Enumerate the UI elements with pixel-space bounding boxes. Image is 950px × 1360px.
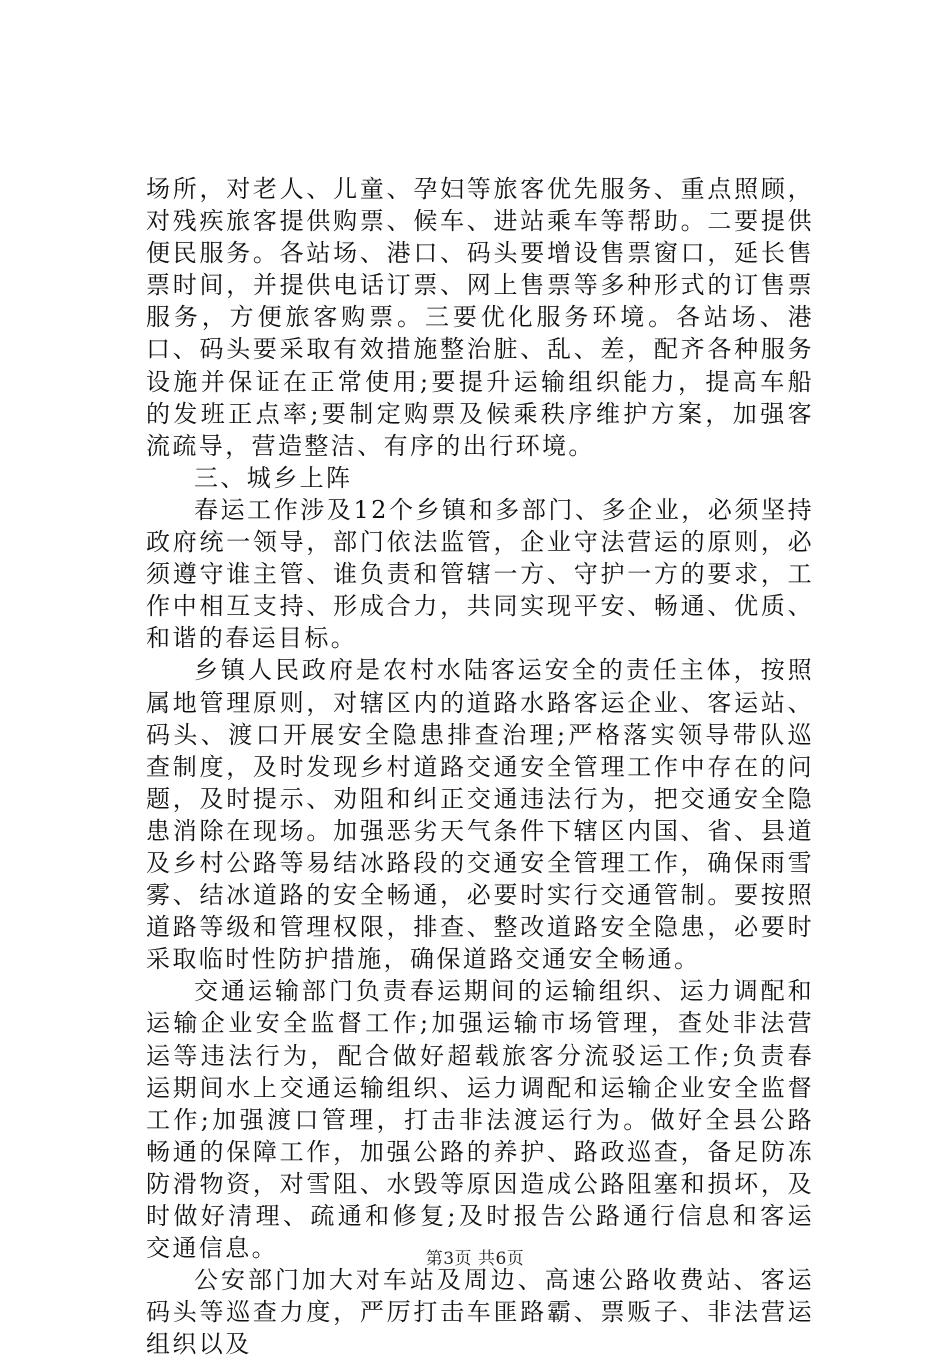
paragraph-public-security: 公安部门加大对车站及周边、高速公路收费站、客运码头等巡查力度，严厉打击车匪路霸、票贩子、非法营运组织以及: [146, 1266, 814, 1359]
paragraph-spring-transport-overview: 春运工作涉及12个乡镇和多部门、多企业，必须坚持政府统一领导，部门依法监管，企业守法营运的原则，必须遵守谁主管、谁负责和管辖一方、守护一方的要求，工作中相互支持、形成合力，共同实现平安、畅通、优质、和谐的春运目标。: [146, 495, 814, 653]
document-body: [146, 173, 814, 1360]
paragraph-township-government: 乡镇人民政府是农村水陆客运安全的责任主体，按照属地管理原则，对辖区内的道路水路客运企业、客运站、码头、渡口开展安全隐患排查治理;严格落实领导带队巡查制度，及时发现乡村道路交通安全管理工作中存在的问题，及时提示、劝阻和纠正交通违法行为，把交通安全隐患消除在现场。加强恶劣天气条件下辖区内国、省、县道及乡村公路等易结冰路段的交通安全管理工作，确保雨雪雾、结冰道路的安全畅通，必要时实行交通管制。要按照道路等级和管理权限，排查、整改道路安全隐患，必要时采取临时性防护措施，确保道路交通安全畅通。: [146, 656, 814, 974]
paragraph-service-continuation: 场所，对老人、儿童、孕妇等旅客优先服务、重点照顾，对残疾旅客提供购票、候车、进站乘车等帮助。二要提供便民服务。各站场、港口、码头要增设售票窗口，延长售票时间，并提供电话订票、网上售票等多种形式的订售票服务，方便旅客购票。三要优化服务环境。各站场、港口、码头要采取有效措施整治脏、乱、差，配齐各种服务设施并保证在正常使用;要提升运输组织能力，提高车船的发班正点率;要制定购票及候乘秩序维护方案，加强客流疏导，营造整洁、有序的出行环境。: [146, 175, 814, 460]
page-total: 共6页: [477, 1249, 525, 1269]
page-footer: [0, 1244, 950, 1269]
page-number: 第3页: [425, 1249, 473, 1269]
section-heading: 三、城乡上阵: [194, 463, 353, 492]
paragraph-transport-department: 交通运输部门负责春运期间的运输组织、运力调配和运输企业安全监督工作;加强运输市场管理，查处非法营运等违法行为，配合做好超载旅客分流驳运工作;负责春运期间水上交通运输组织、运力调配和运输企业安全监督工作;加强渡口管理，打击非法渡运行为。做好全县公路畅通的保障工作，加强公路的养护、路政巡查，备足防冻防滑物资，对雪阻、水毁等原因造成公路阻塞和损坏，及时做好清理、疏通和修复;及时报告公路通行信息和客运交通信息。: [146, 977, 814, 1263]
